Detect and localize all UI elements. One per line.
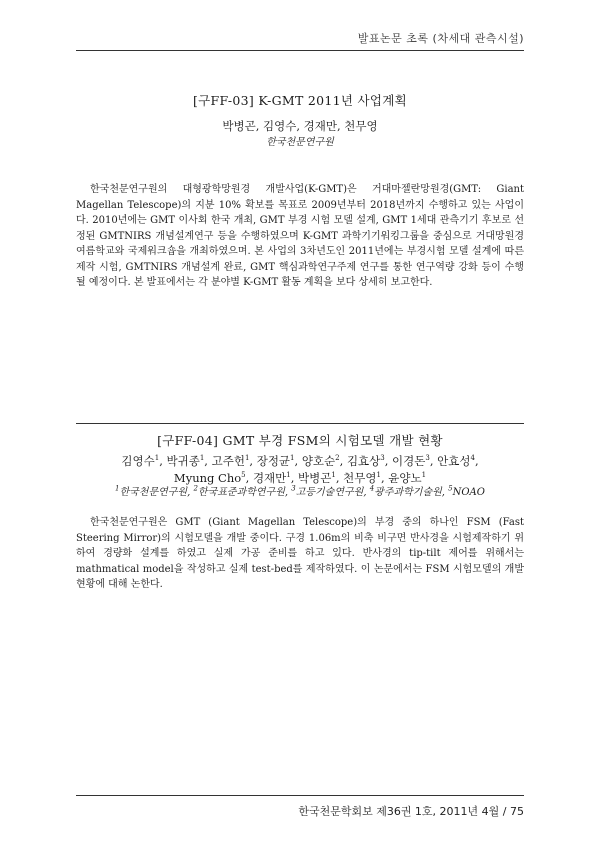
author-affiliation-mark: 1 bbox=[154, 454, 160, 463]
affiliation-mark: 2 bbox=[193, 484, 198, 493]
abstract-2-body: 한국천문연구원은 GMT (Giant Magellan Telescope)의 부경 중의 하나인 FSM (Fast Steering Mirror)의 시험모델을 개발 중이다. 구경 1.06m의 비축 비구면 반사경을 시험제작하기 위하여 경량화 설계를 하였고 실제 가공 준비를 하고 있다. 반사경의 tip-tilt 제어를 위해서는 mathmatical model을 작성하고 실제 test-bed를 제작하였다. 이 논문에서는 FSM 시험모델의 개발 현황에 대해 논한다. bbox=[76, 517, 524, 590]
affiliation-name: 고등기술연구원 bbox=[295, 487, 364, 498]
author-affiliation-mark: 1 bbox=[290, 454, 295, 463]
author-name: 안효성 bbox=[437, 454, 471, 468]
author-name: 장정균 bbox=[256, 454, 291, 468]
author-affiliation-mark: 3 bbox=[380, 454, 385, 463]
author-name: 김영수 bbox=[121, 454, 155, 468]
affiliation-name: 광주과학기술원 bbox=[374, 487, 442, 498]
author-name: 박병곤 bbox=[298, 471, 332, 485]
author-affiliation-mark: 1 bbox=[244, 454, 250, 463]
header-rule bbox=[76, 50, 524, 51]
author-name: 양호순 bbox=[301, 454, 336, 468]
author-name: 고주헌 bbox=[211, 454, 245, 468]
author-affiliation-mark: 1 bbox=[331, 471, 336, 480]
abstract-1-body: 한국천문연구원의 대형광학망원경 개발사업(K-GMT)은 거대마젤란망원경(GMT: Giant Magellan Telescope)의 지분 10% 확보를 목표로 2009년부터 2018년까지 수행하고 있는 사업이다. 2010년에는 GMT 이사회 한국 개최, GMT 부경 시험 모델 설계, GMT 1세대 관측기기 후보로 선정된 GMTNIRS 개념설계연구 등을 수행하였으며 K-GMT 과학기기워킹그룹을 중심으로 거대망원경 여름학교와 국제워크숍을 개최하였으며. 본 사업의 3차년도인 2011년에는 부경시험 모델 설계에 따른 제작 시험, GMTNIRS 개념설계 완료, GMT 핵심과학연구주제 연구를 통한 연구역량 강화 등이 수행될 예정이다. 본 발표에서는 각 분야별 K-GMT 활동 계획을 보다 상세히 보고한다. bbox=[76, 184, 524, 288]
author-affiliation-mark: 4 bbox=[470, 454, 475, 463]
affiliation-name: 한국표준과학연구원 bbox=[197, 487, 285, 498]
footer-rule bbox=[76, 795, 524, 796]
author-name: 경재만 bbox=[252, 471, 287, 485]
author-affiliation-mark: 3 bbox=[425, 454, 430, 463]
abstract-1-title: [구FF-03] K-GMT 2011년 사업계획 bbox=[192, 93, 408, 108]
abstract-1-affiliation: 한국천문연구원 bbox=[266, 137, 334, 148]
author-name: 윤양노 bbox=[388, 471, 422, 485]
author-affiliation-mark: 5 bbox=[241, 471, 246, 480]
author-name: 이경돈 bbox=[392, 454, 426, 468]
author-affiliation-mark: 2 bbox=[335, 454, 340, 463]
author-affiliation-mark: 1 bbox=[286, 471, 291, 480]
abstract-2-affiliations: $^1$한국천문연구원, $^2$한국표준과학연구원, $^3$고등기술연구원, $^4$광주과학기술원, $^5$NOAO bbox=[115, 484, 485, 498]
abstract-2-authors: 김영수$^1$, 박귀종$^1$, 고주헌$^1$, 장정균$^1$, 양호순$^2$, 김효상$^3$, 이경돈$^3$, 안효성$^4$, Myung Cho$^5$, 경재만$^1$, 박병곤$^1$, 천무영$^1$, 윤양노$^1$ bbox=[121, 454, 479, 485]
affiliation-mark: 1 bbox=[115, 484, 120, 493]
affiliation-mark: 5 bbox=[448, 484, 453, 493]
author-name: 천무영 bbox=[343, 471, 377, 485]
author-affiliation-mark: 1 bbox=[376, 471, 381, 480]
page-citation: 한국천문학회보 제36권 1호, 2011년 4월 / 75 bbox=[298, 805, 524, 818]
abstract-1-authors: 박병곤, 김영수, 경재만, 천무영 bbox=[222, 119, 378, 133]
author-affiliation-mark: 1 bbox=[421, 471, 427, 480]
author-affiliation-mark: 1 bbox=[199, 454, 205, 463]
abstract-2-title: [구FF-04] GMT 부경 FSM의 시험모델 개발 현황 bbox=[157, 433, 443, 448]
affiliation-name: 한국천문연구원 bbox=[119, 487, 188, 498]
running-header: 발표논문 초록 (차세대 관측시설) bbox=[357, 32, 524, 45]
affiliation-mark: 4 bbox=[369, 484, 375, 493]
author-name: Myung Cho bbox=[173, 471, 242, 485]
section-divider bbox=[76, 423, 524, 424]
author-name: 박귀종 bbox=[166, 454, 200, 468]
author-name: 김효상 bbox=[346, 454, 381, 468]
affiliation-mark: 3 bbox=[291, 484, 296, 493]
affiliation-name: NOAO bbox=[452, 487, 485, 498]
